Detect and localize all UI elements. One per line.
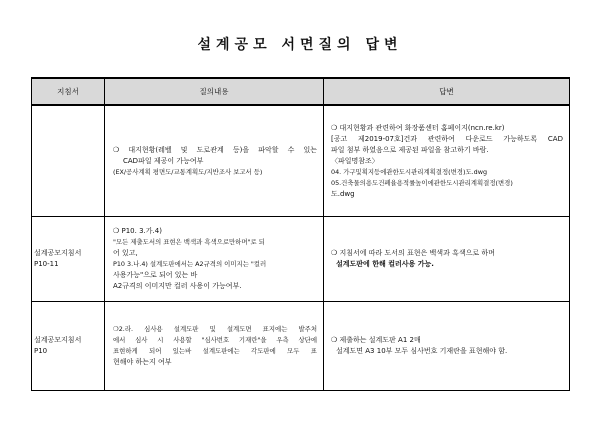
header-answer: 답변: [324, 78, 570, 105]
answer-line: ❍ 제출하는 설계도판 A1 2매: [331, 336, 421, 344]
question-line: 현해야 하는지 여부: [113, 358, 172, 366]
answer-line: 04. 가구및획지등에관한도시관리계획결정(변경)도.dwg: [331, 167, 488, 176]
table-header-row: [32, 78, 570, 105]
question-line: (EX/공사계획 평면도/교통계획도/지반조사 보고서 등): [113, 167, 263, 176]
guide-line: P10: [34, 347, 48, 355]
guide-cell: [32, 217, 105, 302]
question-line: 표현하게 되어 있는바 설계도판에는 각도판에 모두 표: [113, 347, 317, 355]
page-title: 설계공모 서면질의 답변: [197, 37, 403, 53]
question-cell: [105, 217, 324, 302]
question-line: 어 있고,: [113, 249, 138, 257]
qa-table: [31, 77, 570, 391]
question-line: 사용가능"으로 되어 있는 바: [113, 271, 198, 279]
question-cell: [105, 105, 324, 217]
answer-line: 설계도면 A3 10부 모두 심사번호 기재란을 표현해야 함.: [336, 347, 508, 355]
answer-line: ❍ 지침서에 따라 도서의 표현은 백색과 흑색으로 하며: [331, 249, 495, 257]
answer-line: ❍ 대지현황과 관련하여 화장품센터 홈페이지(ncn.re.kr): [331, 123, 505, 132]
answer-line: 05.건축물의용도건폐율용적률높이에관한도시관리계획결정(변경): [331, 178, 513, 187]
header-question: 질의내용: [105, 78, 324, 105]
question-line: ❍ 대지현황(레벨 및 도로관계 등)을 파악할 수 있는: [113, 145, 317, 154]
guide-line: 설계공모지침서: [34, 249, 82, 257]
guide-cell: [32, 302, 105, 391]
table-row: [32, 105, 570, 217]
answer-line: [공고 제2019-07호]건과 관련하여 다운로드 가능하도록 CAD: [331, 134, 563, 143]
header-guide: 지침서: [32, 78, 105, 105]
question-line: CAD파일 제공이 가능여부: [123, 156, 204, 165]
answer-cell: [324, 105, 570, 217]
answer-line: 설계도판에 한해 컬러사용 가능.: [336, 260, 434, 268]
question-line: "모든 제출도서의 표현은 백색과 흑색으로만하며"로 되: [113, 238, 265, 246]
table-row: [32, 302, 570, 391]
answer-cell: [324, 217, 570, 302]
guide-cell: [32, 105, 105, 217]
question-line: ❍ P10. 3.가.4): [113, 227, 162, 235]
question-cell: [105, 302, 324, 391]
answer-cell: [324, 302, 570, 391]
answer-line: 〈파일명참조〉: [331, 156, 379, 165]
table-row: [32, 217, 570, 302]
guide-line: P10-11: [34, 260, 59, 268]
answer-line: 파일 첨부 하였음으로 제공된 파일을 참고하기 바람.: [331, 145, 489, 154]
guide-line: 설계공모지침서: [34, 336, 82, 344]
question-line: A2규격의 이미지만 컬러 사용이 가능여부.: [113, 282, 242, 290]
question-line: 에서 심사 시 사용할 "심사번호 기재란"을 우측 상단에: [113, 336, 317, 344]
answer-line: 도.dwg: [331, 189, 355, 198]
question-line: P10 3.나.4) 설계도판에서는 A2규격의 이미지는 "컬러: [113, 260, 267, 268]
question-line: ❍2.라. 심사용 설계도판 및 설계도면 표지에는 발주처: [113, 325, 317, 333]
